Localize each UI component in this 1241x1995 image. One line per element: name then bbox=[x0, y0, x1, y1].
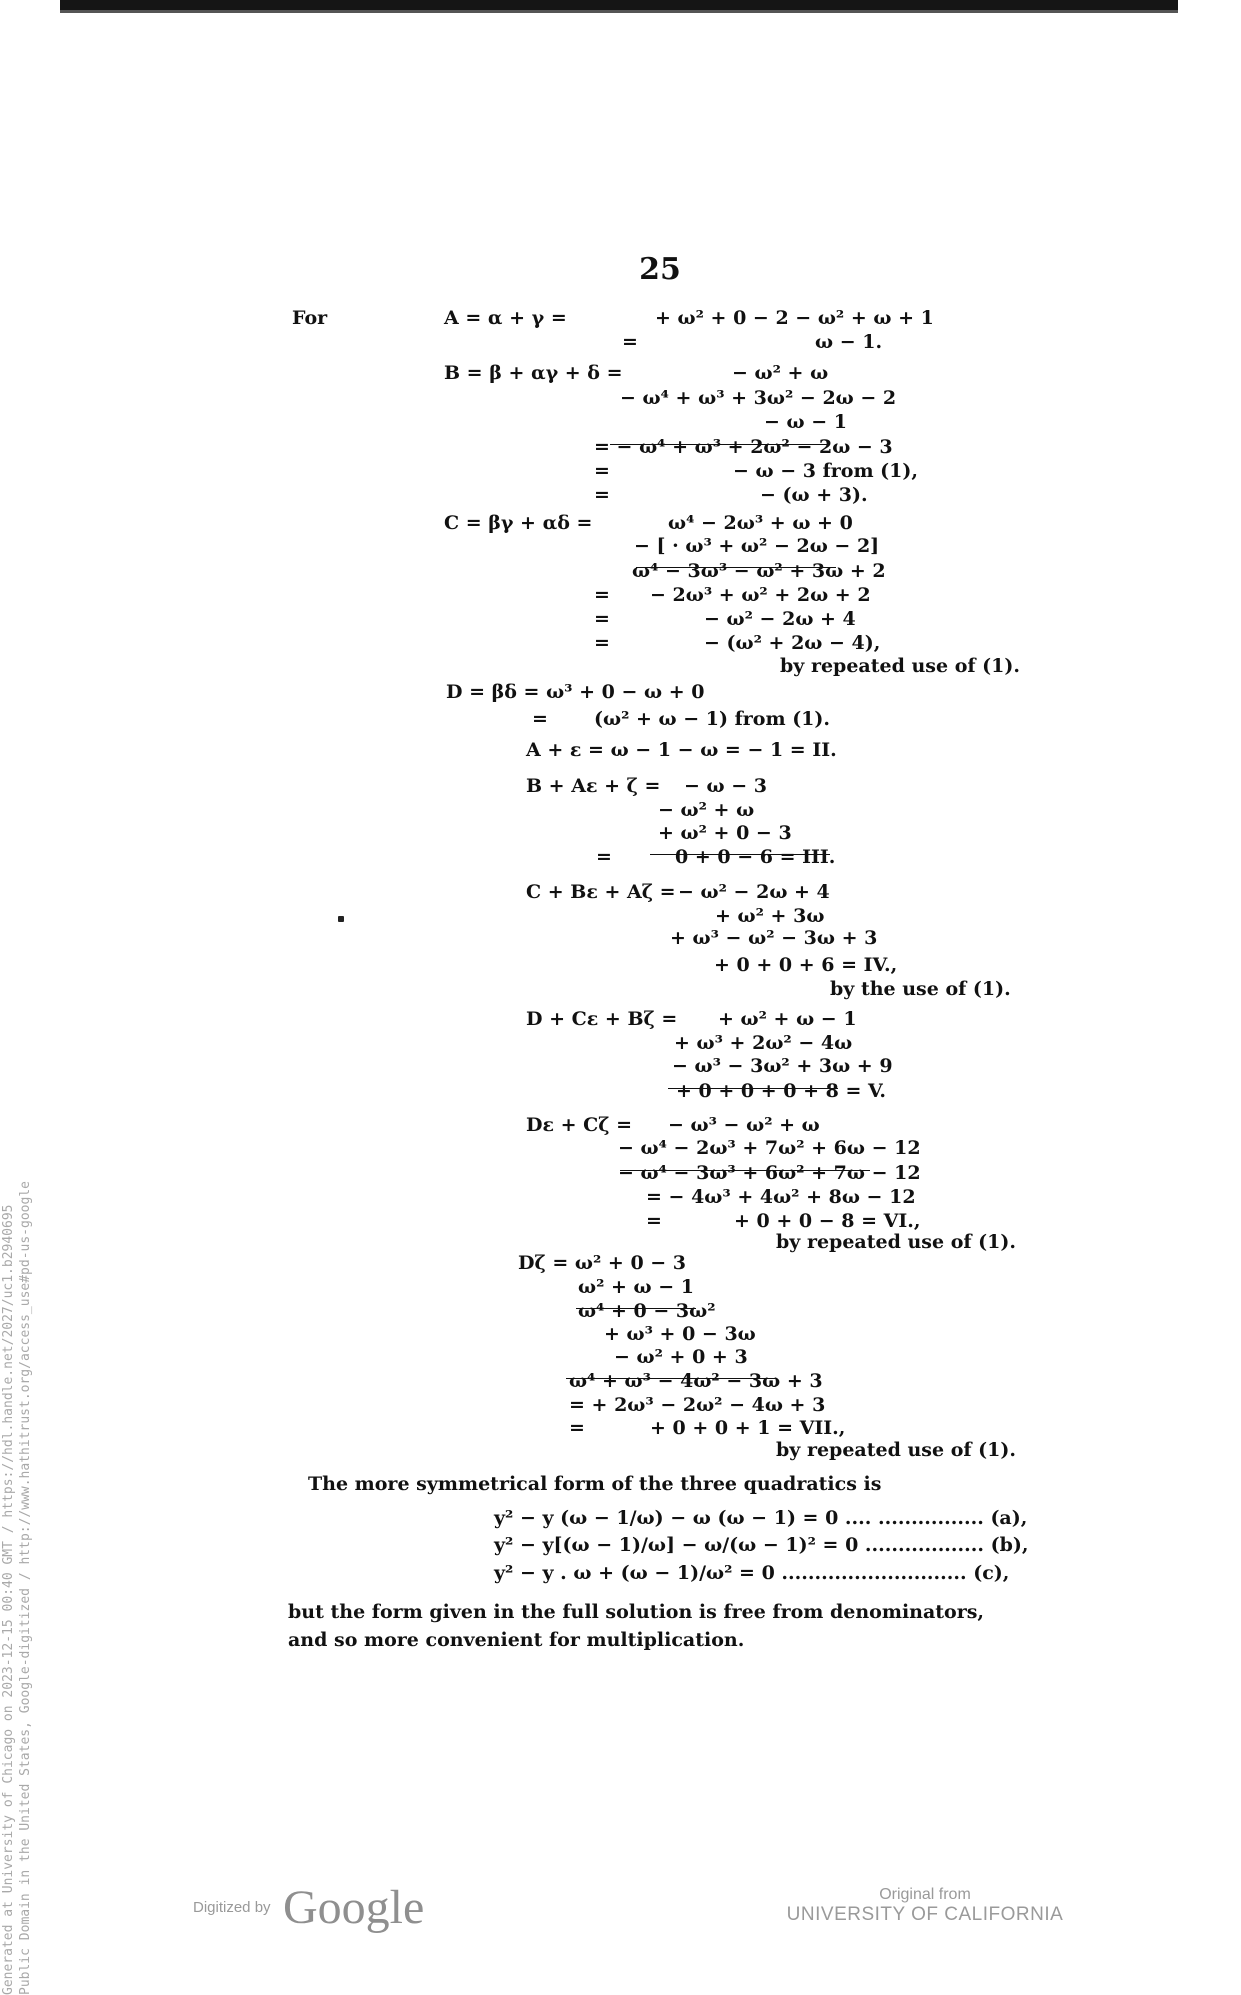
math-line: − ω − 3 bbox=[684, 775, 767, 797]
watermark-line-2: Public Domain in the United States, Google-digitized / http://www.hathitrust.org/access_use#pd-us-google bbox=[18, 1181, 33, 1995]
math-line: − ω³ − ω² + ω bbox=[668, 1114, 820, 1136]
math-line: = bbox=[622, 331, 638, 353]
scan-top-border bbox=[60, 0, 1178, 10]
math-line: ω² + ω − 1 bbox=[578, 1276, 695, 1298]
math-line: − ω² − 2ω + 4 bbox=[704, 608, 856, 630]
math-line: = bbox=[569, 1417, 585, 1439]
sum-rule bbox=[610, 444, 830, 445]
math-line: Dε + Cζ = bbox=[526, 1114, 633, 1136]
original-from-block bbox=[760, 1886, 1090, 1926]
math-line: D = βδ = ω³ + 0 − ω + 0 bbox=[446, 681, 705, 703]
math-line: − (ω + 3). bbox=[760, 484, 868, 506]
sum-rule bbox=[566, 1378, 776, 1379]
math-line: by repeated use of (1). bbox=[776, 1231, 1016, 1253]
math-line: by the use of (1). bbox=[830, 978, 1011, 1000]
math-line: = bbox=[594, 608, 610, 630]
math-line: y² − y (ω − 1/ω) − ω (ω − 1) = 0 .... ................ (a), bbox=[494, 1507, 1028, 1529]
math-line: = − ω⁴ + ω³ + 2ω² − 2ω − 3 bbox=[594, 436, 893, 458]
math-line: − [ · ω³ + ω² − 2ω − 2] bbox=[634, 535, 880, 557]
original-from-label: Original from bbox=[879, 1886, 971, 1903]
math-line: y² − y[(ω − 1)/ω] − ω/(ω − 1)² = 0 .................. (b), bbox=[494, 1534, 1029, 1556]
math-line: + ω³ − ω² − 3ω + 3 bbox=[670, 927, 878, 949]
math-line: = − 4ω³ + 4ω² + 8ω − 12 bbox=[646, 1186, 916, 1208]
math-line: + 0 + 0 − 8 = VI., bbox=[734, 1210, 921, 1232]
sum-rule bbox=[636, 567, 836, 568]
math-line: + 0 + 0 + 0 + 8 = V. bbox=[676, 1080, 887, 1102]
sum-rule bbox=[576, 1308, 696, 1309]
math-line: = bbox=[596, 846, 612, 868]
math-line: − ω² + ω bbox=[658, 799, 755, 821]
math-line: − ω − 3 from (1), bbox=[733, 460, 918, 482]
sum-rule bbox=[668, 1088, 838, 1089]
math-line: D + Cε + Bζ = bbox=[526, 1008, 678, 1030]
sum-rule bbox=[620, 1170, 870, 1171]
math-line: ω⁴ − 2ω³ + ω + 0 bbox=[668, 512, 853, 534]
sum-rule bbox=[650, 854, 830, 855]
scan-speck bbox=[338, 916, 344, 922]
math-line: + ω² + ω − 1 bbox=[718, 1008, 857, 1030]
math-line: + 0 + 0 + 1 = VII., bbox=[650, 1417, 846, 1439]
page-number: 25 bbox=[639, 252, 681, 287]
math-line: − ω² + ω bbox=[732, 362, 829, 384]
math-line: = + 2ω³ − 2ω² − 4ω + 3 bbox=[569, 1394, 826, 1416]
for-label: For bbox=[292, 307, 328, 329]
math-line: − ω⁴ − 2ω³ + 7ω² + 6ω − 12 bbox=[618, 1137, 921, 1159]
math-line: ω − 1. bbox=[815, 331, 883, 353]
math-line: by repeated use of (1). bbox=[780, 655, 1020, 677]
digitized-by-google bbox=[193, 1880, 424, 1935]
watermark-line-1: Generated at University of Chicago on 2023-12-15 00:40 GMT / https://hdl.handle.net/2027/uc1.b2940695 bbox=[1, 1204, 16, 1995]
math-line: − ω³ − 3ω² + 3ω + 9 bbox=[672, 1055, 893, 1077]
hathitrust-watermark bbox=[0, 895, 34, 1995]
math-line: + ω³ + 2ω² − 4ω bbox=[674, 1032, 853, 1054]
math-line: B = β + αγ + δ = bbox=[444, 362, 623, 384]
university-name: UNIVERSITY OF CALIFORNIA bbox=[786, 1904, 1064, 1925]
math-line: B + Aε + ζ = bbox=[526, 775, 661, 797]
math-line: = bbox=[646, 1210, 662, 1232]
math-line: − ω − 1 bbox=[764, 411, 847, 433]
math-line: = bbox=[532, 708, 548, 730]
math-line: Dζ = ω² + 0 − 3 bbox=[518, 1252, 687, 1274]
math-line: C = βγ + αδ = bbox=[444, 512, 593, 534]
math-line: + ω² + 0 − 2 − ω² + ω + 1 bbox=[655, 307, 934, 329]
math-line: = bbox=[594, 632, 610, 654]
math-line: ω⁴ − 3ω³ − ω² + 3ω + 2 bbox=[632, 560, 886, 582]
math-line: C + Bε + Aζ = bbox=[526, 881, 676, 903]
math-line: A = α + γ = bbox=[444, 307, 567, 329]
google-logo: Google bbox=[283, 1881, 425, 1934]
math-line: = bbox=[594, 584, 610, 606]
scan-top-border-shadow bbox=[60, 10, 1178, 13]
math-line: ω⁴ + ω³ − 4ω² − 3ω + 3 bbox=[569, 1370, 823, 1392]
math-line: − (ω² + 2ω − 4), bbox=[704, 632, 881, 654]
math-line: − ω⁴ − 3ω³ + 6ω² + 7ω − 12 bbox=[618, 1162, 921, 1184]
math-line: (ω² + ω − 1) from (1). bbox=[594, 708, 831, 730]
math-line: + ω² + 0 − 3 bbox=[658, 822, 792, 844]
math-line: ω⁴ + 0 − 3ω² bbox=[578, 1300, 716, 1322]
math-line: + ω³ + 0 − 3ω bbox=[604, 1323, 756, 1345]
math-line: by repeated use of (1). bbox=[776, 1439, 1016, 1461]
math-line: + ω² + 3ω bbox=[715, 905, 825, 927]
math-line: The more symmetrical form of the three quadratics is bbox=[308, 1473, 882, 1495]
math-line: = bbox=[594, 460, 610, 482]
closing-paragraph: but the form given in the full solution is free from denominators, and so more convenient for multiplication. bbox=[288, 1601, 985, 1651]
math-line: − ω² − 2ω + 4 bbox=[678, 881, 830, 903]
math-line: − ω² + 0 + 3 bbox=[614, 1346, 748, 1368]
math-line: 0 + 0 − 6 = III. bbox=[675, 846, 836, 868]
math-line: − ω⁴ + ω³ + 3ω² − 2ω − 2 bbox=[620, 387, 897, 409]
math-line: + 0 + 0 + 6 = IV., bbox=[714, 954, 898, 976]
math-line: A + ε = ω − 1 − ω = − 1 = II. bbox=[526, 739, 837, 761]
math-line: − 2ω³ + ω² + 2ω + 2 bbox=[650, 584, 871, 606]
digitized-by-label: Digitized by bbox=[193, 1899, 271, 1916]
math-line: = bbox=[594, 484, 610, 506]
math-line: y² − y . ω + (ω − 1)/ω² = 0 ............................ (c), bbox=[494, 1562, 1010, 1584]
